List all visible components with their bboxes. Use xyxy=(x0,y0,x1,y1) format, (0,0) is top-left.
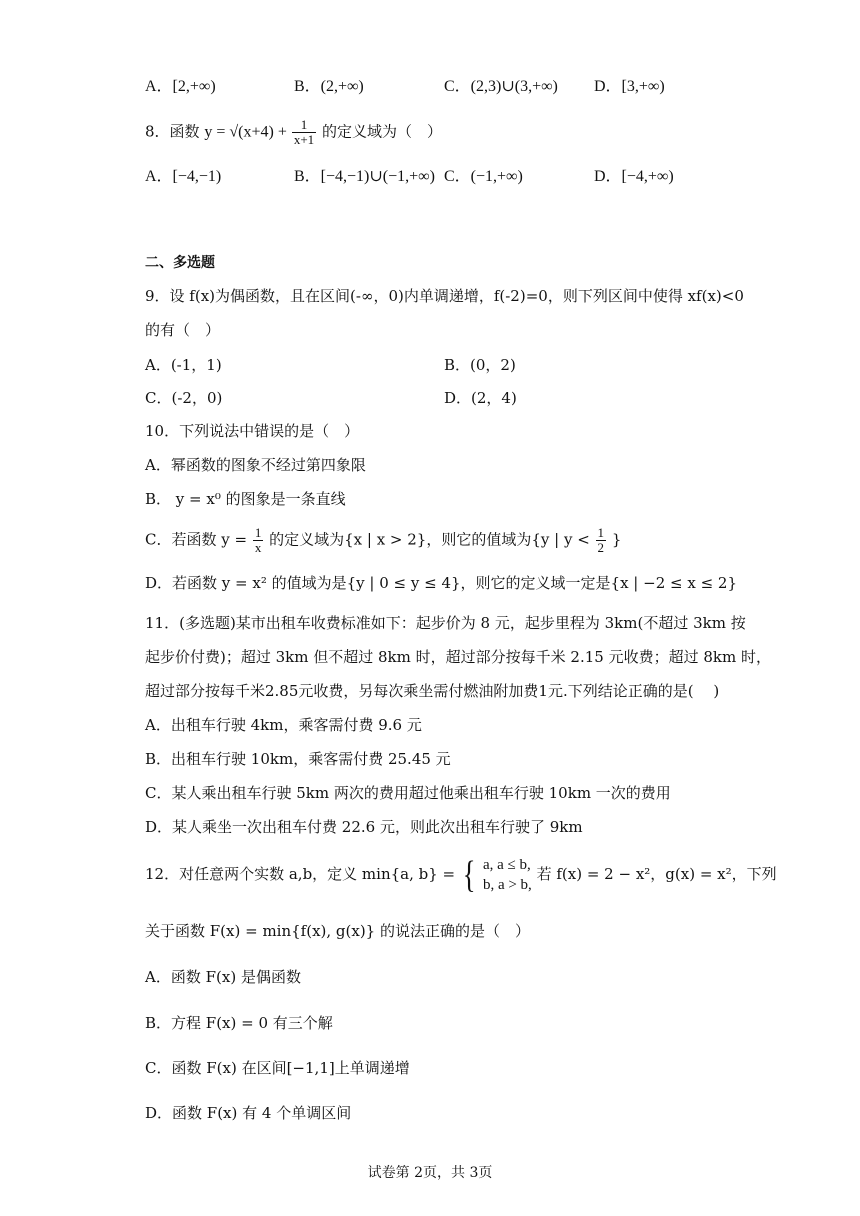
q12-prefix: 12．对任意两个实数 a,b，定义 min{a, b} = xyxy=(145,865,456,883)
q9-option-a: A．(-1，1) xyxy=(145,356,222,374)
page-footer: 试卷第 2页，共 3页 xyxy=(367,1165,493,1181)
q10-option-b: B． y = x⁰ 的图象是一条直线 xyxy=(145,490,346,508)
q10-c-frac2-den: 2 xyxy=(597,540,605,555)
q7-option-a: A．[2,+∞) xyxy=(145,78,216,95)
q10-c-fraction-2 xyxy=(596,526,607,555)
q9-stem-line1: 9．设 f(x)为偶函数，且在区间(-∞，0)内单调递增，f(-2)=0，则下列区间中使得 xf(x)<0 xyxy=(145,287,744,305)
q8-option-b: B．[−4,−1)∪(−1,+∞) xyxy=(294,168,435,185)
q11-option-d: D．某人乘坐一次出租车付费 22.6 元，则此次出租车行驶了 9km xyxy=(145,818,583,836)
q12-case-1: a, a ≤ b, xyxy=(482,857,531,873)
q10-option-c xyxy=(145,526,621,555)
q11-option-c: C．某人乘出租车行驶 5km 两次的费用超过他乘出租车行驶 10km 一次的费用 xyxy=(145,784,671,802)
q12-stem-line1 xyxy=(145,852,777,896)
q11-stem-line1: 11．(多选题)某市出租车收费标准如下：起步价为 8 元，起步里程为 3km(不超过 3km 按 xyxy=(145,614,746,632)
q10-c-fraction-1 xyxy=(253,526,264,555)
q12-option-d: D．函数 F(x) 有 4 个单调区间 xyxy=(145,1104,352,1122)
q10-c-frac2-num: 1 xyxy=(597,525,605,540)
q12-piecewise-brace: { xyxy=(462,854,476,896)
q7-option-b: B．(2,+∞) xyxy=(294,78,364,95)
q10-stem: 10．下列说法中错误的是（ ） xyxy=(145,422,360,440)
q12-post: 若 f(x) = 2 − x²，g(x) = x²，下列 xyxy=(536,865,777,883)
q8-frac-den: x+1 xyxy=(293,132,315,147)
q8-prefix: 8．函数 xyxy=(145,122,200,141)
q12-option-c: C．函数 F(x) 在区间[−1,1]上单调递增 xyxy=(145,1059,410,1077)
q8-formula: y = √(x+4) + xyxy=(204,123,291,141)
q9-option-d: D．(2，4) xyxy=(444,389,517,407)
q8-stem xyxy=(145,118,442,147)
q12-option-b: B．方程 F(x) = 0 有三个解 xyxy=(145,1014,333,1032)
q10-c-frac1-den: x xyxy=(254,540,262,555)
q10-c-middle: 的定义域为{x | x > 2}，则它的值域为{y | y < xyxy=(269,530,595,549)
q8-option-c: C．(−1,+∞) xyxy=(444,168,523,185)
q8-option-a: A．[−4,−1) xyxy=(145,168,222,185)
q8-option-d: D．[−4,+∞) xyxy=(594,168,674,185)
q11-stem-line2: 起步价付费)；超过 3km 但不超过 8km 时，超过部分按每千米 2.15 元收费；超过 8km 时， xyxy=(145,648,771,666)
q11-stem-line3: 超过部分按每千米2.85元收费，另每次乘坐需付燃油附加费1元.下列结论正确的是( ) xyxy=(145,682,720,700)
q9-option-b: B．(0，2) xyxy=(444,356,516,374)
q10-c-prefix: C．若函数 y = xyxy=(145,530,252,549)
q9-option-c: C．(-2，0) xyxy=(145,389,223,407)
q10-option-d: D．若函数 y = x² 的值域为是{y | 0 ≤ y ≤ 4}，则它的定义域一定是{x | −2 ≤ x ≤ 2} xyxy=(145,574,737,592)
q11-option-a: A．出租车行驶 4km，乘客需付费 9.6 元 xyxy=(145,716,422,734)
q10-c-end: } xyxy=(611,530,622,549)
q11-option-b: B．出租车行驶 10km，乘客需付费 25.45 元 xyxy=(145,750,451,768)
q8-suffix: 的定义域为（ ） xyxy=(321,122,442,141)
q8-fraction xyxy=(292,118,316,147)
q7-option-d: D．[3,+∞) xyxy=(594,78,665,95)
q12-case-2: b, a > b, xyxy=(482,877,532,893)
section-title-multiple-choice: 二、多选题 xyxy=(145,255,215,271)
q10-c-frac1-num: 1 xyxy=(254,525,262,540)
q9-stem-line2: 的有（ ） xyxy=(145,321,221,339)
q8-frac-num: 1 xyxy=(292,118,316,133)
q7-option-c: C．(2,3)∪(3,+∞) xyxy=(444,78,558,95)
q12-stem-line2: 关于函数 F(x) = min{f(x), g(x)} 的说法正确的是（ ） xyxy=(145,922,530,940)
q12-piecewise-cases xyxy=(483,855,532,895)
q12-option-a: A．函数 F(x) 是偶函数 xyxy=(145,968,301,986)
q10-option-a: A．幂函数的图象不经过第四象限 xyxy=(145,456,366,474)
